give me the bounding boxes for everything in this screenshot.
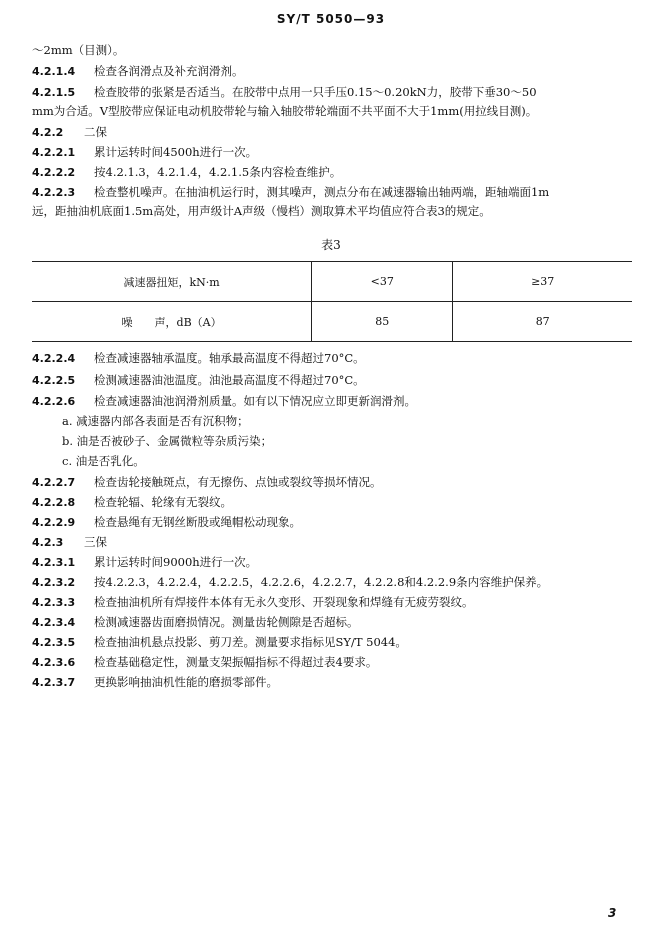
- clause-4-2-1-5: [32, 84, 537, 101]
- clause-number: 4.2.2.4: [32, 352, 76, 365]
- table-title: 表3: [321, 238, 341, 252]
- clause-text: 累计运转时间9000h进行一次。: [94, 555, 258, 569]
- clause-text: 远，距抽油机底面1.5m高处，用声级计A声级（慢档）测取算术平均值应符合表3的规定。: [32, 204, 491, 218]
- clause-number: 4.2.2: [32, 126, 64, 139]
- clause-number: 4.2.3: [32, 536, 64, 549]
- clause-number: 4.2.3.5: [32, 636, 76, 649]
- list-item: [62, 413, 249, 429]
- clause-4-2-2-7: [32, 474, 382, 491]
- clause-continuation: [32, 103, 537, 119]
- clause-text: 检查悬绳有无钢丝断股或绳帽松动现象。: [94, 515, 301, 529]
- clause-4-2-3-6: [32, 654, 377, 671]
- clause-text: 检查整机噪声。在抽油机运行时，测其噪声，测点分布在减速器输出轴两端，距轴端面1m: [94, 185, 550, 199]
- clause-text: 检查抽油机悬点投影、剪刀差。测量要求指标见SY/T 5044。: [94, 635, 407, 649]
- clause-4-2-3: [32, 534, 107, 551]
- list-item: [62, 433, 272, 449]
- list-item: [62, 453, 145, 469]
- clause-number: 4.2.1.4: [32, 65, 76, 78]
- clause-4-2-3-1: [32, 554, 257, 571]
- clause-4-2-3-2: [32, 574, 548, 591]
- clause-number: 4.2.1.5: [32, 86, 76, 99]
- clause-4-2-2-8: [32, 494, 232, 511]
- clause-text: mm为合适。V型胶带应保证电动机胶带轮与输入轴胶带轮端面不共平面不大于1mm(用拉线目测)。: [32, 104, 538, 118]
- clause-4-2-3-5: [32, 634, 407, 651]
- clause-number: 4.2.2.9: [32, 516, 76, 529]
- clause-number: 4.2.3.3: [32, 596, 76, 609]
- clause-text: 检查抽油机所有焊接件本体有无永久变形、开裂现象和焊缝有无疲劳裂纹。: [94, 595, 474, 609]
- clause-number: 4.2.3.6: [32, 656, 76, 669]
- clause-continuation: [32, 203, 491, 219]
- paragraph-text: ～2mm（目测）。: [32, 43, 125, 57]
- clause-4-2-2-3: [32, 184, 549, 201]
- clause-text: 检查胶带的张紧是否适当。在胶带中点用一只手压0.15～0.20kN力，胶带下垂30～50: [94, 85, 537, 99]
- list-item-text: b. 油是否被砂子、金属微粒等杂质污染；: [62, 434, 273, 448]
- clause-number: 4.2.2.8: [32, 496, 76, 509]
- clause-4-2-2: [32, 124, 107, 141]
- table-row: [32, 262, 632, 302]
- clause-4-2-3-3: [32, 594, 474, 611]
- clause-number: 4.2.3.4: [32, 616, 76, 629]
- clause-4-2-3-4: [32, 614, 359, 631]
- page-number: 3: [608, 906, 617, 920]
- clause-4-2-2-4: [32, 350, 365, 367]
- clause-number: 4.2.2.7: [32, 476, 76, 489]
- table-cell: ≥37: [453, 262, 632, 302]
- clause-number: 4.2.2.3: [32, 186, 76, 199]
- clause-number: 4.2.3.1: [32, 556, 76, 569]
- clause-text: 按4.2.1.3，4.2.1.4，4.2.1.5条内容检查维护。: [94, 165, 342, 179]
- clause-text: 检查齿轮接触斑点，有无擦伤、点蚀或裂纹等损坏情况。: [94, 475, 382, 489]
- clause-text: 更换影响抽油机性能的磨损零部件。: [94, 675, 278, 689]
- clause-4-2-2-6: [32, 393, 416, 410]
- clause-text: 三保: [84, 535, 107, 549]
- clause-text: 按4.2.2.3，4.2.2.4，4.2.2.5，4.2.2.6，4.2.2.7，4.2.2.8和4.2.2.9条内容维护保养。: [94, 575, 549, 589]
- clause-4-2-3-7: [32, 674, 278, 691]
- document-header: SY/T 5050—93: [276, 12, 386, 26]
- clause-text: 检测减速器油池温度。油池最高温度不得超过70°C。: [94, 373, 365, 387]
- clause-number: 4.2.2.5: [32, 374, 76, 387]
- table-cell-label: 噪 声，dB（A）: [32, 302, 312, 342]
- clause-text: 检查减速器轴承温度。轴承最高温度不得超过70°C。: [94, 351, 365, 365]
- table-cell: <37: [312, 262, 453, 302]
- clause-4-2-1-4: [32, 63, 244, 80]
- clause-text: 累计运转时间4500h进行一次。: [94, 145, 258, 159]
- clause-4-2-2-5: [32, 372, 365, 389]
- list-item-text: c. 油是否乳化。: [62, 454, 145, 468]
- noise-table: [32, 261, 632, 342]
- clause-number: 4.2.3.2: [32, 576, 76, 589]
- clause-text: 检测减速器齿面磨损情况。测量齿轮侧隙是否超标。: [94, 615, 359, 629]
- clause-4-2-2-9: [32, 514, 301, 531]
- clause-number: 4.2.2.1: [32, 146, 76, 159]
- clause-text: 检查基础稳定性，测量支架振幅指标不得超过表4要求。: [94, 655, 378, 669]
- clause-text: 检查轮辐、轮缘有无裂纹。: [94, 495, 232, 509]
- clause-number: 4.2.3.7: [32, 676, 76, 689]
- clause-4-2-2-2: [32, 164, 341, 181]
- clause-text: 检查减速器油池润滑剂质量。如有以下情况应立即更新润滑剂。: [94, 394, 416, 408]
- list-item-text: a. 减速器内部各表面是否有沉积物；: [62, 414, 249, 428]
- clause-text: 检查各润滑点及补充润滑剂。: [94, 64, 244, 78]
- table-row: [32, 302, 632, 342]
- text-line: [32, 42, 124, 58]
- table-cell: 87: [453, 302, 632, 342]
- clause-number: 4.2.2.6: [32, 395, 76, 408]
- table-cell: 85: [312, 302, 453, 342]
- clause-text: 二保: [84, 125, 107, 139]
- clause-number: 4.2.2.2: [32, 166, 76, 179]
- clause-4-2-2-1: [32, 144, 257, 161]
- table-cell-label: 减速器扭矩，kN·m: [32, 262, 312, 302]
